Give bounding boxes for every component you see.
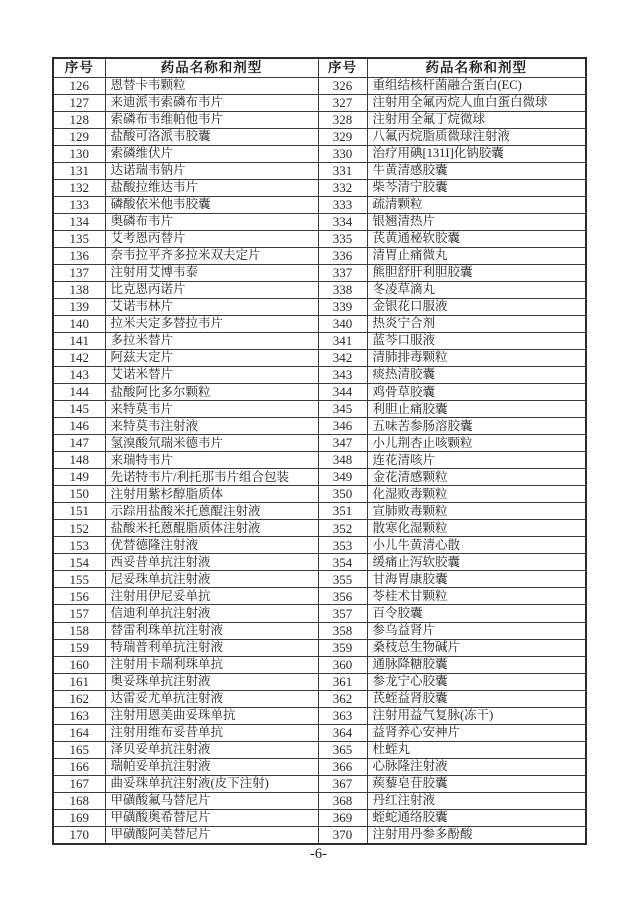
serial-cell: 349 [318, 469, 367, 486]
drug-name-cell: 示踪用盐酸米托蒽醌注射液 [105, 503, 318, 520]
serial-cell: 128 [53, 111, 105, 128]
drug-name-cell: 注射用维布妥昔单抗 [105, 724, 318, 741]
table-row [53, 418, 586, 435]
serial-cell: 362 [318, 690, 367, 707]
drug-name-cell: 比克恩丙诺片 [105, 281, 318, 298]
drug-name-cell: 治疗用碘[131I]化钠胶囊 [367, 145, 586, 162]
drug-name-cell: 鸡骨草胶囊 [367, 384, 586, 401]
serial-cell: 332 [318, 179, 367, 196]
table-row [53, 264, 586, 281]
serial-cell: 142 [53, 350, 105, 367]
drug-name-cell: 杜蛭丸 [367, 741, 586, 758]
drug-name-cell: 金银花口服液 [367, 298, 586, 315]
table-row [53, 792, 586, 809]
serial-cell: 328 [318, 111, 367, 128]
table-row [53, 588, 586, 605]
serial-cell: 168 [53, 792, 105, 809]
serial-cell: 354 [318, 554, 367, 571]
drug-name-cell: 注射用全氟丙烷人血白蛋白微球 [367, 94, 586, 111]
serial-cell: 364 [318, 724, 367, 741]
serial-cell: 341 [318, 332, 367, 349]
table-row [53, 503, 586, 520]
table-row [53, 741, 586, 758]
drug-name-cell: 索磷布韦维帕他韦片 [105, 111, 318, 128]
serial-cell: 337 [318, 264, 367, 281]
serial-cell: 148 [53, 452, 105, 469]
serial-cell: 353 [318, 537, 367, 554]
table-row [53, 605, 586, 622]
drug-name-cell: 奥妥珠单抗注射液 [105, 673, 318, 690]
serial-cell: 356 [318, 588, 367, 605]
serial-cell: 367 [318, 775, 367, 792]
serial-cell: 139 [53, 298, 105, 315]
serial-cell: 130 [53, 145, 105, 162]
serial-cell: 164 [53, 724, 105, 741]
serial-cell: 132 [53, 179, 105, 196]
drug-name-cell: 阿兹夫定片 [105, 350, 318, 367]
table-row [53, 469, 586, 486]
table-row [53, 179, 586, 196]
drug-name-cell: 来迪派韦索磷布韦片 [105, 94, 318, 111]
serial-cell: 153 [53, 537, 105, 554]
drug-name-cell: 化湿败毒颗粒 [367, 486, 586, 503]
table-row [53, 758, 586, 775]
serial-cell: 159 [53, 639, 105, 656]
drug-name-cell: 柴芩清宁胶囊 [367, 179, 586, 196]
serial-cell: 369 [318, 809, 367, 826]
drug-name-cell: 多拉米替片 [105, 332, 318, 349]
serial-cell: 155 [53, 571, 105, 588]
table-row [53, 350, 586, 367]
drug-name-cell: 注射用益气复脉(冻干) [367, 707, 586, 724]
serial-cell: 154 [53, 554, 105, 571]
serial-cell: 157 [53, 605, 105, 622]
serial-cell: 143 [53, 367, 105, 384]
drug-name-cell: 热炎宁合剂 [367, 315, 586, 332]
drug-name-cell: 蛭蛇通络胶囊 [367, 809, 586, 826]
table-header-row [53, 58, 586, 77]
column-header-name-left: 药品名称和剂型 [105, 58, 318, 77]
drug-name-cell: 注射用卡瑞利珠单抗 [105, 656, 318, 673]
drug-name-cell: 甲磺酸氟马替尼片 [105, 792, 318, 809]
table-row [53, 537, 586, 554]
page-number: -6- [310, 846, 327, 862]
drug-name-cell: 替雷利珠单抗注射液 [105, 622, 318, 639]
drug-name-cell: 注射用全氟丁烷微球 [367, 111, 586, 128]
serial-cell: 136 [53, 247, 105, 264]
serial-cell: 330 [318, 145, 367, 162]
drug-name-cell: 八氟丙烷脂质微球注射液 [367, 128, 586, 145]
drug-name-cell: 艾诺米替片 [105, 367, 318, 384]
serial-cell: 126 [53, 77, 105, 94]
drug-name-cell: 利胆止痛胶囊 [367, 401, 586, 418]
column-header-serial-left: 序号 [53, 58, 105, 77]
drug-name-cell: 蓝芩口服液 [367, 332, 586, 349]
serial-cell: 152 [53, 520, 105, 537]
table-row [53, 162, 586, 179]
drug-name-cell: 冬凌草滴丸 [367, 281, 586, 298]
table-row [53, 639, 586, 656]
serial-cell: 360 [318, 656, 367, 673]
serial-cell: 345 [318, 401, 367, 418]
drug-name-cell: 达雷妥尤单抗注射液 [105, 690, 318, 707]
drug-name-cell: 参龙宁心胶囊 [367, 673, 586, 690]
drug-name-cell: 桑枝总生物碱片 [367, 639, 586, 656]
serial-cell: 146 [53, 418, 105, 435]
serial-cell: 138 [53, 281, 105, 298]
drug-name-cell: 尼妥珠单抗注射液 [105, 571, 318, 588]
drug-name-cell: 瑞帕妥单抗注射液 [105, 758, 318, 775]
serial-cell: 133 [53, 196, 105, 213]
serial-cell: 329 [318, 128, 367, 145]
table-body [53, 77, 586, 844]
drug-name-cell: 来特莫韦注射液 [105, 418, 318, 435]
serial-cell: 163 [53, 707, 105, 724]
drug-name-cell: 注射用伊尼妥单抗 [105, 588, 318, 605]
table-row [53, 196, 586, 213]
serial-cell: 335 [318, 230, 367, 247]
serial-cell: 357 [318, 605, 367, 622]
drug-name-cell: 艾诺韦林片 [105, 298, 318, 315]
drug-name-cell: 参乌益肾片 [367, 622, 586, 639]
table-row [53, 520, 586, 537]
drug-name-cell: 甘海胃康胶囊 [367, 571, 586, 588]
serial-cell: 327 [318, 94, 367, 111]
table-row [53, 94, 586, 111]
serial-cell: 340 [318, 315, 367, 332]
serial-cell: 134 [53, 213, 105, 230]
table-row [53, 367, 586, 384]
serial-cell: 348 [318, 452, 367, 469]
serial-cell: 144 [53, 384, 105, 401]
drug-name-cell: 甲磺酸阿美替尼片 [105, 826, 318, 844]
table-row [53, 656, 586, 673]
serial-cell: 346 [318, 418, 367, 435]
drug-name-cell: 注射用恩美曲妥珠单抗 [105, 707, 318, 724]
drug-name-cell: 磷酸依米他韦胶囊 [105, 196, 318, 213]
table-row [53, 332, 586, 349]
serial-cell: 326 [318, 77, 367, 94]
drug-name-cell: 芪蛭益肾胶囊 [367, 690, 586, 707]
table-row [53, 401, 586, 418]
drug-name-cell: 来瑞特韦片 [105, 452, 318, 469]
drug-name-cell: 金花清感颗粒 [367, 469, 586, 486]
table-row [53, 281, 586, 298]
drug-name-cell: 小儿牛黄清心散 [367, 537, 586, 554]
drug-name-cell: 益肾养心安神片 [367, 724, 586, 741]
serial-cell: 355 [318, 571, 367, 588]
serial-cell: 342 [318, 350, 367, 367]
serial-cell: 165 [53, 741, 105, 758]
table-row [53, 77, 586, 94]
drug-name-cell: 西妥昔单抗注射液 [105, 554, 318, 571]
serial-cell: 127 [53, 94, 105, 111]
drug-name-cell: 恩替卡韦颗粒 [105, 77, 318, 94]
serial-cell: 334 [318, 213, 367, 230]
table-row [53, 145, 586, 162]
drug-name-cell: 注射用紫杉醇脂质体 [105, 486, 318, 503]
table-row [53, 707, 586, 724]
serial-cell: 368 [318, 792, 367, 809]
table-row [53, 571, 586, 588]
drug-name-cell: 牛黄清感胶囊 [367, 162, 586, 179]
serial-cell: 167 [53, 775, 105, 792]
table-row [53, 724, 586, 741]
serial-cell: 162 [53, 690, 105, 707]
serial-cell: 149 [53, 469, 105, 486]
serial-cell: 145 [53, 401, 105, 418]
drug-name-cell: 苓桂术甘颗粒 [367, 588, 586, 605]
drug-name-cell: 盐酸米托蒽醌脂质体注射液 [105, 520, 318, 537]
table-row [53, 315, 586, 332]
drug-name-cell: 盐酸可洛派韦胶囊 [105, 128, 318, 145]
serial-cell: 365 [318, 741, 367, 758]
table-row [53, 452, 586, 469]
serial-cell: 158 [53, 622, 105, 639]
serial-cell: 338 [318, 281, 367, 298]
drug-name-cell: 缓痛止泻软胶囊 [367, 554, 586, 571]
drug-name-cell: 百令胶囊 [367, 605, 586, 622]
table-row [53, 247, 586, 264]
serial-cell: 333 [318, 196, 367, 213]
serial-cell: 129 [53, 128, 105, 145]
serial-cell: 366 [318, 758, 367, 775]
drug-name-cell: 达诺瑞韦钠片 [105, 162, 318, 179]
serial-cell: 336 [318, 247, 367, 264]
serial-cell: 147 [53, 435, 105, 452]
drug-name-cell: 清肺排毒颗粒 [367, 350, 586, 367]
drug-name-cell: 氢溴酸氘瑞米德韦片 [105, 435, 318, 452]
serial-cell: 135 [53, 230, 105, 247]
drug-name-cell: 重组结核杆菌融合蛋白(EC) [367, 77, 586, 94]
table-row [53, 230, 586, 247]
serial-cell: 137 [53, 264, 105, 281]
serial-cell: 343 [318, 367, 367, 384]
serial-cell: 160 [53, 656, 105, 673]
table-row [53, 213, 586, 230]
serial-cell: 347 [318, 435, 367, 452]
table-row [53, 690, 586, 707]
drug-name-cell: 曲妥珠单抗注射液(皮下注射) [105, 775, 318, 792]
drug-name-cell: 特瑞普利单抗注射液 [105, 639, 318, 656]
serial-cell: 151 [53, 503, 105, 520]
serial-cell: 161 [53, 673, 105, 690]
drug-name-cell: 通脉降糖胶囊 [367, 656, 586, 673]
serial-cell: 169 [53, 809, 105, 826]
serial-cell: 358 [318, 622, 367, 639]
drug-name-cell: 清胃止痛微丸 [367, 247, 586, 264]
serial-cell: 352 [318, 520, 367, 537]
drug-name-cell: 芪黄通秘软胶囊 [367, 230, 586, 247]
drug-name-cell: 注射用丹参多酚酸 [367, 826, 586, 844]
table-row [53, 384, 586, 401]
table-row [53, 622, 586, 639]
drug-name-cell: 来特莫韦片 [105, 401, 318, 418]
table-row [53, 554, 586, 571]
table-row [53, 298, 586, 315]
drug-name-cell: 优替德隆注射液 [105, 537, 318, 554]
serial-cell: 339 [318, 298, 367, 315]
drug-name-cell: 宣肺败毒颗粒 [367, 503, 586, 520]
serial-cell: 156 [53, 588, 105, 605]
drug-name-cell: 甲磺酸奥希替尼片 [105, 809, 318, 826]
drug-name-cell: 拉米夫定多替拉韦片 [105, 315, 318, 332]
column-header-serial-right: 序号 [318, 58, 367, 77]
serial-cell: 363 [318, 707, 367, 724]
drug-name-cell: 痰热清胶囊 [367, 367, 586, 384]
drug-name-cell: 奈韦拉平齐多拉米双夫定片 [105, 247, 318, 264]
drug-name-cell: 信迪利单抗注射液 [105, 605, 318, 622]
table-row [53, 128, 586, 145]
serial-cell: 166 [53, 758, 105, 775]
serial-cell: 370 [318, 826, 367, 844]
drug-name-cell: 连花清咳片 [367, 452, 586, 469]
serial-cell: 351 [318, 503, 367, 520]
column-header-name-right: 药品名称和剂型 [367, 58, 586, 77]
serial-cell: 359 [318, 639, 367, 656]
serial-cell: 344 [318, 384, 367, 401]
drug-name-cell: 银翘清热片 [367, 213, 586, 230]
drug-name-cell: 泽贝妥单抗注射液 [105, 741, 318, 758]
drug-name-cell: 奥磷布韦片 [105, 213, 318, 230]
serial-cell: 141 [53, 332, 105, 349]
serial-cell: 140 [53, 315, 105, 332]
drug-name-cell: 五味苦参肠溶胶囊 [367, 418, 586, 435]
drug-name-cell: 先诺特韦片/利托那韦片组合包装 [105, 469, 318, 486]
table-row [53, 435, 586, 452]
drug-list-table [52, 57, 587, 845]
serial-cell: 150 [53, 486, 105, 503]
serial-cell: 350 [318, 486, 367, 503]
table-row [53, 809, 586, 826]
drug-name-cell: 注射用艾博韦泰 [105, 264, 318, 281]
table-row [53, 111, 586, 128]
table-row [53, 486, 586, 503]
table-row [53, 673, 586, 690]
drug-name-cell: 索磷维伏片 [105, 145, 318, 162]
drug-name-cell: 盐酸拉维达韦片 [105, 179, 318, 196]
drug-name-cell: 小儿荆杏止咳颗粒 [367, 435, 586, 452]
serial-cell: 170 [53, 826, 105, 844]
drug-name-cell: 心脉隆注射液 [367, 758, 586, 775]
drug-name-cell: 疏清颗粒 [367, 196, 586, 213]
drug-name-cell: 丹红注射液 [367, 792, 586, 809]
drug-name-cell: 熊胆舒肝利胆胶囊 [367, 264, 586, 281]
drug-name-cell: 蒺藜皂苷胶囊 [367, 775, 586, 792]
table-row [53, 826, 586, 844]
serial-cell: 331 [318, 162, 367, 179]
serial-cell: 361 [318, 673, 367, 690]
drug-name-cell: 艾考恩丙替片 [105, 230, 318, 247]
drug-name-cell: 盐酸阿比多尔颗粒 [105, 384, 318, 401]
table-row [53, 775, 586, 792]
serial-cell: 131 [53, 162, 105, 179]
drug-name-cell: 散寒化湿颗粒 [367, 520, 586, 537]
